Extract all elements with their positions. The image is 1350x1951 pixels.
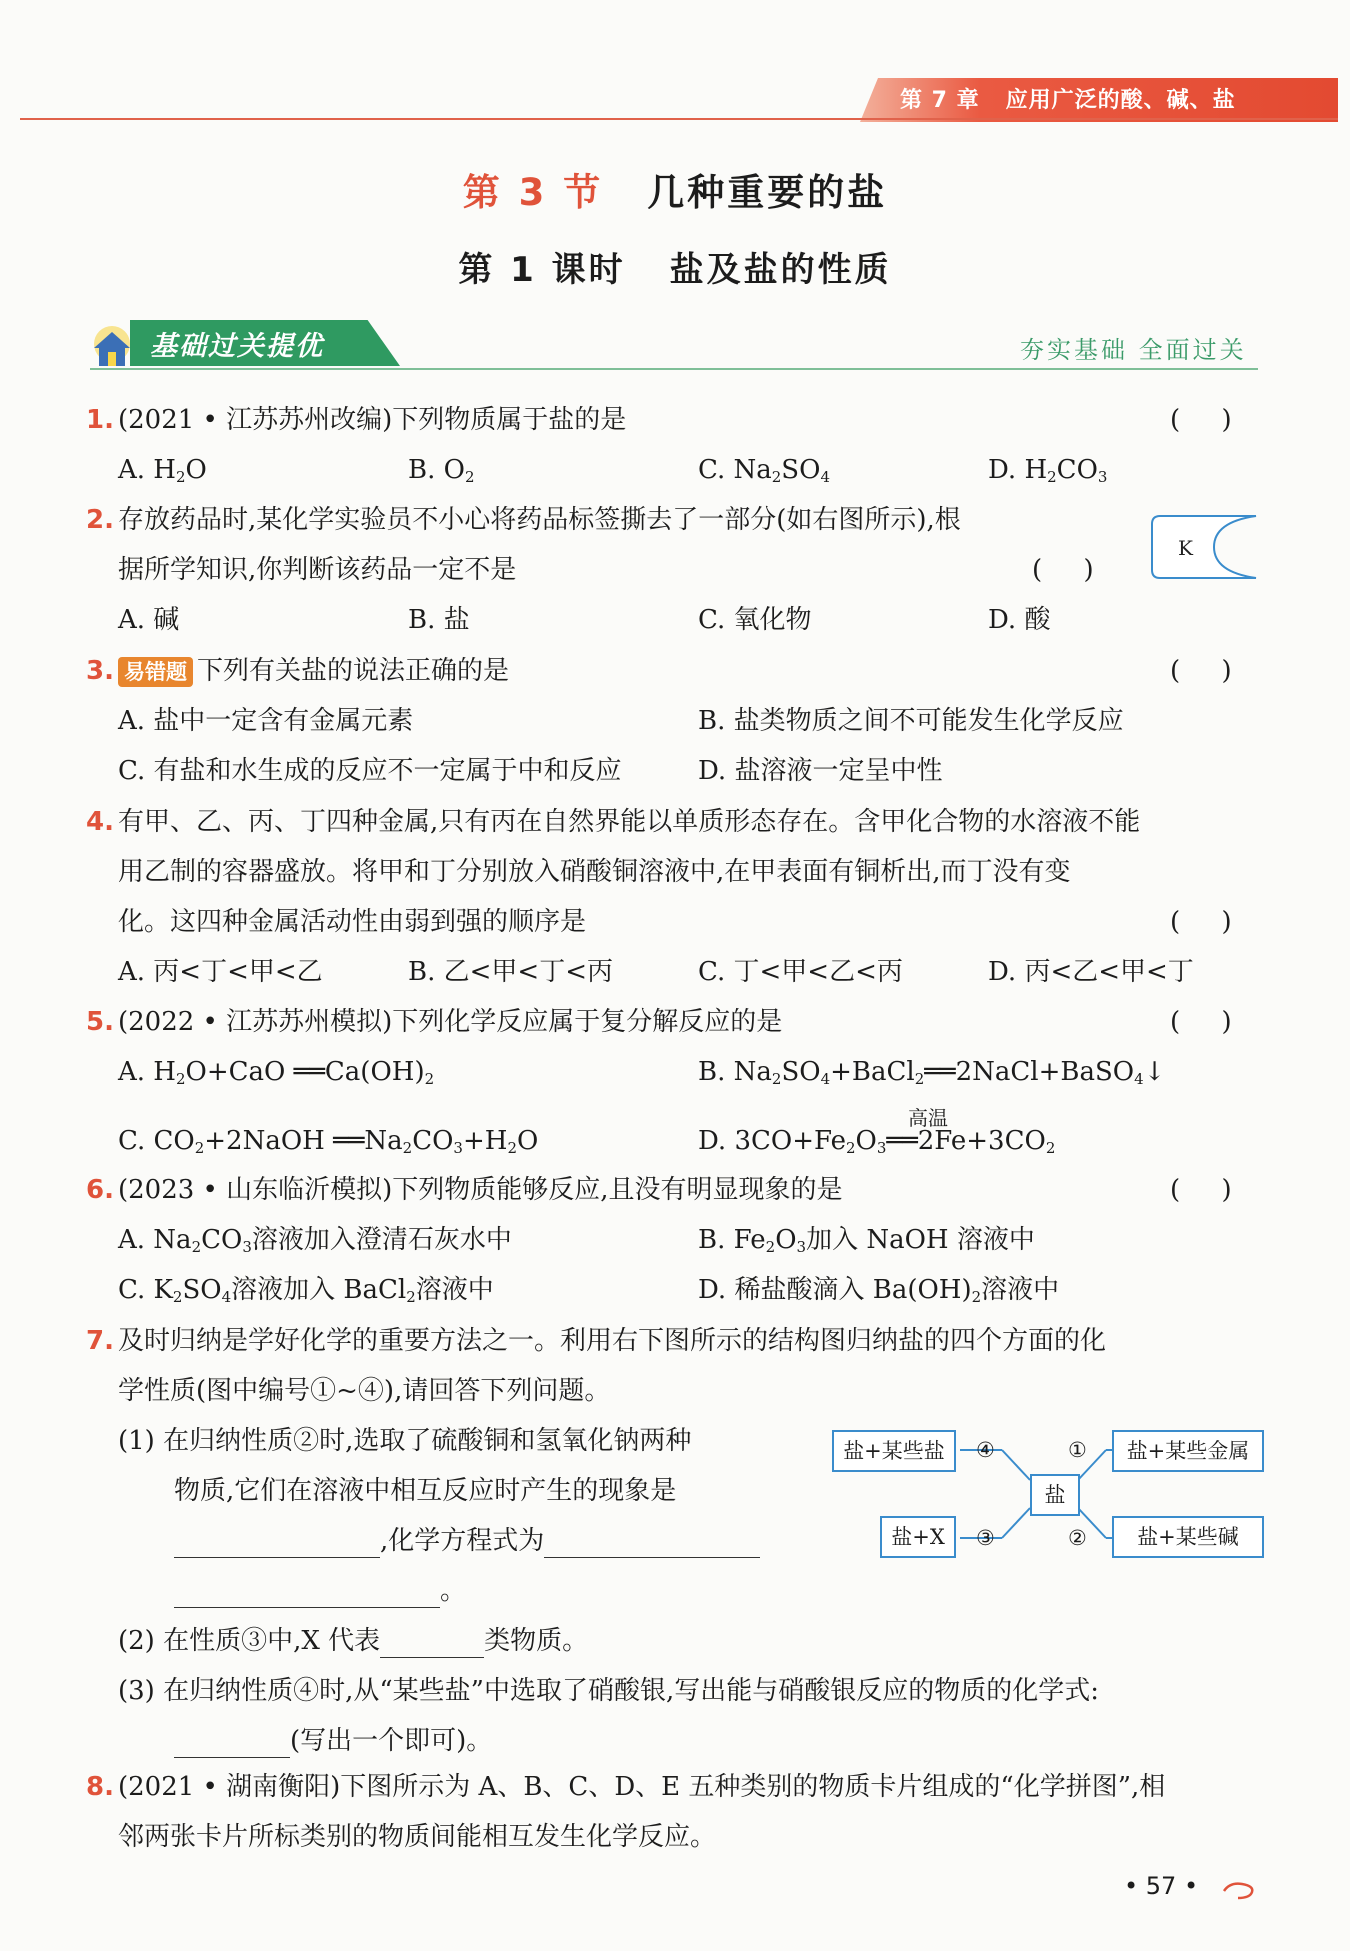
section-title [0, 162, 1350, 216]
question-stem-line2: 学性质(图中编号①~④),请回答下列问题。 [118, 1376, 611, 1406]
label-3: ③ [976, 1526, 995, 1550]
question-stem: 下列有关盐的说法正确的是 [196, 656, 509, 686]
option-d: D. 稀盐酸滴入 $Ba(OH)_2$溶液中 [698, 1275, 1060, 1306]
answer-paren: ( ) [1170, 907, 1232, 937]
answer-blank[interactable] [544, 1531, 760, 1558]
box-salt-plus-base: 盐+某些碱 [1112, 1516, 1264, 1558]
option-c: C. 丁<甲<乙<丙 [698, 957, 903, 987]
question-1 [86, 403, 626, 437]
page-number: • 57 • [1124, 1872, 1199, 1900]
question-5 [86, 1005, 782, 1039]
question-stem-line2: 用乙制的容器盛放。将甲和丁分别放入硝酸铜溶液中,在甲表面有铜析出,而丁没有变 [118, 857, 1071, 887]
box-salt-plus-salt: 盐+某些盐 [832, 1430, 956, 1472]
option-b: B. 盐 [408, 605, 470, 635]
option-a: A. 盐中一定含有金属元素 [118, 706, 414, 736]
question-stem-line2: 据所学知识,你判断该药品一定不是 [118, 555, 517, 585]
option-a: A. 碱 [118, 605, 180, 635]
option-a: A. 丙<丁<甲<乙 [118, 957, 323, 987]
option-c: C. $Na_2SO_4$ [698, 455, 830, 486]
subquestion-1-line4 [174, 1574, 466, 1608]
label-4: ④ [976, 1438, 995, 1462]
option-a: A. $H_2O+CaO$ $══Ca(OH)_2$ [118, 1057, 435, 1088]
option-c: C. $K_2SO_4$溶液加入 BaCl$_2$溶液中 [118, 1275, 494, 1306]
question-4 [86, 805, 1140, 839]
box-salt-center: 盐 [1030, 1474, 1080, 1516]
header-rule [20, 118, 1338, 120]
option-d: D. 丙<乙<甲<丁 [988, 957, 1194, 987]
question-8 [86, 1770, 1165, 1804]
question-number: 7. [86, 1326, 114, 1356]
option-d: D. 酸 [988, 605, 1051, 635]
question-7 [86, 1324, 1106, 1358]
section-number: 第 3 节 [462, 171, 604, 214]
page-swoosh-icon [1222, 1880, 1256, 1902]
question-6 [86, 1173, 843, 1207]
option-b: B. $O_2$ [408, 455, 475, 486]
answer-paren: ( ) [1170, 1175, 1232, 1205]
chapter-number: 第 7 章 [900, 88, 980, 113]
option-c: C. 有盐和水生成的反应不一定属于中和反应 [118, 756, 622, 786]
subquestion-2-end: 类物质。 [484, 1626, 589, 1656]
torn-label-figure [1150, 512, 1260, 582]
question-number: 8. [86, 1772, 114, 1802]
house-icon [90, 324, 134, 370]
question-stem-line2: 邻两张卡片所标类别的物质间能相互发生化学反应。 [118, 1822, 717, 1852]
subquestion-1-line2: 物质,它们在溶液中相互反应时产生的现象是 [174, 1476, 677, 1506]
option-b: B. 乙<甲<丁<丙 [408, 957, 613, 987]
question-stem-line1: 存放药品时,某化学实验员不小心将药品标签撕去了一部分(如右图所示),根 [117, 505, 961, 535]
question-stem: (2023 • 山东临沂模拟)下列物质能够反应,且没有明显现象的是 [117, 1175, 843, 1205]
reaction-condition: 高温 [908, 1106, 948, 1130]
box-salt-plus-x: 盐+X [880, 1516, 956, 1558]
subquestion-2-text: (2) 在性质③中,X 代表 [118, 1626, 381, 1656]
question-number: 6. [86, 1175, 114, 1205]
banner-rule [90, 368, 1258, 370]
answer-blank[interactable] [174, 1581, 440, 1608]
section-name: 几种重要的盐 [647, 171, 888, 214]
answer-blank[interactable] [174, 1731, 290, 1758]
question-stem-line1: (2021 • 湖南衡阳)下图所示为 A、B、C、D、E 五种类别的物质卡片组成的“化学拼图”,相 [117, 1772, 1166, 1802]
option-b: B. 盐类物质之间不可能发生化学反应 [698, 706, 1124, 736]
box-salt-plus-metal: 盐+某些金属 [1112, 1430, 1264, 1472]
question-stem-line3: 化。这四种金属活动性由弱到强的顺序是 [118, 907, 587, 937]
subquestion-2 [118, 1624, 588, 1658]
subquestion-1-line1: (1) 在归纳性质②时,选取了硫酸铜和氢氧化钠两种 [118, 1426, 692, 1456]
answer-blank[interactable] [380, 1631, 484, 1658]
question-3 [86, 654, 509, 688]
question-2 [86, 503, 961, 537]
question-number: 1. [86, 405, 114, 435]
question-stem: (2022 • 江苏苏州模拟)下列化学反应属于复分解反应的是 [117, 1007, 783, 1037]
lesson-name: 盐及盐的性质 [669, 250, 892, 290]
question-number: 3. [86, 656, 114, 686]
subquestion-3-line1: (3) 在归纳性质④时,从“某些盐”中选取了硝酸银,写出能与硝酸银反应的物质的化学式: [118, 1676, 1099, 1706]
option-b: B. $Fe_2O_3$加入 NaOH 溶液中 [698, 1225, 1035, 1256]
question-number: 5. [86, 1007, 114, 1037]
question-stem-line1: 及时归纳是学好化学的重要方法之一。利用右下图所示的结构图归纳盐的四个方面的化 [117, 1326, 1106, 1356]
question-number: 2. [86, 505, 114, 535]
option-c: C. 氧化物 [698, 605, 812, 635]
subquestion-3-end: (写出一个即可)。 [290, 1726, 493, 1756]
answer-paren: ( ) [1170, 656, 1232, 686]
answer-paren: ( ) [1032, 555, 1094, 585]
option-c: C. $CO_2+2NaOH$ $══Na_2CO_3+H_2O$ [118, 1126, 539, 1157]
chapter-header [900, 83, 1262, 114]
lesson-number: 第 1 课时 [458, 250, 626, 290]
answer-blank[interactable] [174, 1531, 380, 1558]
answer-paren: ( ) [1170, 405, 1232, 435]
option-a: A. $Na_2CO_3$溶液加入澄清石灰水中 [118, 1225, 512, 1256]
question-number: 4. [86, 807, 114, 837]
label-1: ① [1068, 1438, 1087, 1462]
subquestion-3-line2 [174, 1724, 492, 1758]
option-d: D. 盐溶液一定呈中性 [698, 756, 943, 786]
option-b: B. $Na_2SO_4+BaCl_2══2NaCl+BaSO_4↓$ [698, 1057, 1166, 1088]
question-stem: (2021 • 江苏苏州改编)下列物质属于盐的是 [117, 405, 627, 435]
label-2: ② [1068, 1526, 1087, 1550]
question-stem-line1: 有甲、乙、丙、丁四种金属,只有丙在自然界能以单质形态存在。含甲化合物的水溶液不能 [117, 807, 1141, 837]
salt-properties-diagram [830, 1424, 1270, 1564]
subquestion-1-end: 。 [440, 1576, 467, 1606]
subquestion-1-text: ,化学方程式为 [380, 1526, 545, 1556]
error-prone-tag: 易错题 [118, 657, 193, 687]
option-a: A. $H_2O$ [118, 455, 207, 486]
option-d: D. $H_2CO_3$ [988, 455, 1108, 486]
option-d: D. $3CO+Fe_2O_3══2Fe+3CO_2$ [698, 1126, 1056, 1157]
chapter-title: 应用广泛的酸、碱、盐 [1005, 88, 1236, 113]
label-letter: K [1178, 536, 1193, 560]
lesson-title [0, 242, 1350, 291]
subquestion-1-line3 [174, 1524, 760, 1558]
banner-title: 基础过关提优 [150, 331, 324, 362]
banner-slogan: 夯实基础 全面过关 [1020, 336, 1247, 364]
answer-paren: ( ) [1170, 1007, 1232, 1037]
